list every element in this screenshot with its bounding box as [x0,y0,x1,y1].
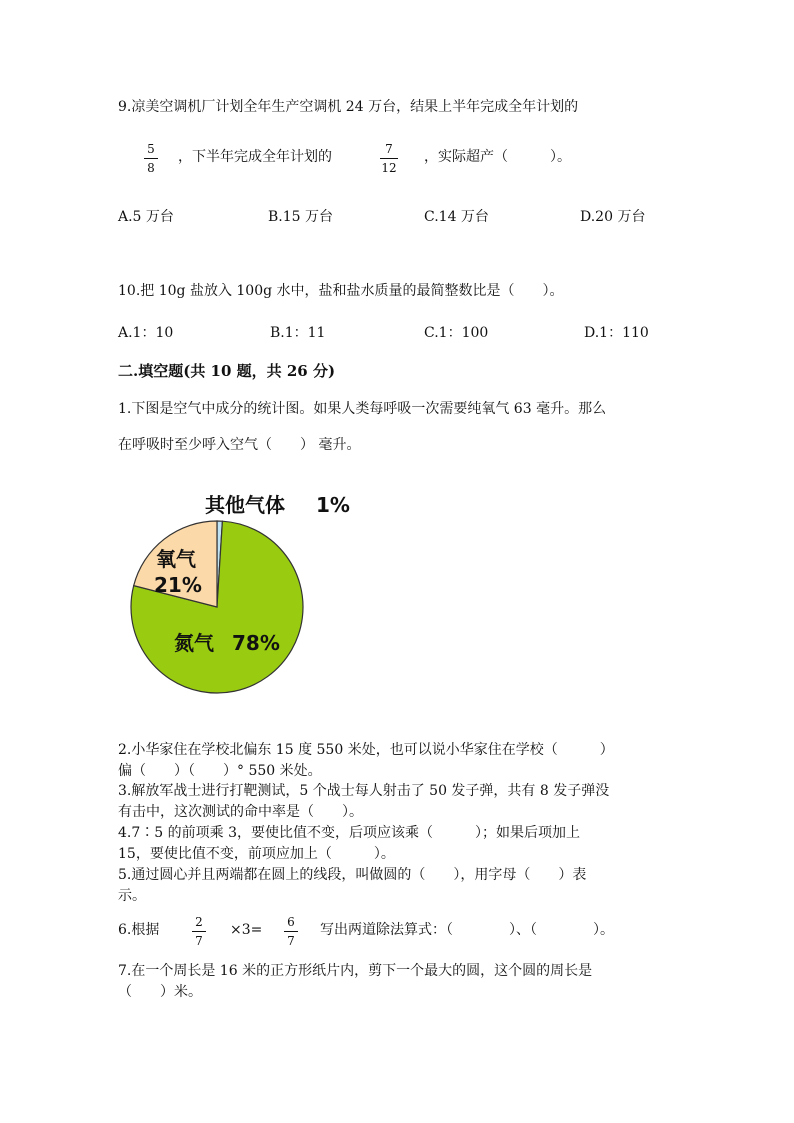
label-nitrogen: 氮气 [174,631,214,655]
label-other-gas: 其他气体 [205,493,285,517]
f5-stem-line1: 5.通过圆心并且两端都在圆上的线段，叫做圆的（ ），用字母（ ）表 [118,867,587,883]
f6-frac1-denominator: 7 [195,934,203,948]
f4-stem-line1: 4.7∶5 的前项乘 3，要使比值不变，后项应该乘（ ）；如果后项加上 [118,825,580,841]
f4-stem-line2: 15，要使比值不变，前项应加上（ ）。 [118,846,395,862]
f6-fraction-left [192,915,206,948]
q9-frac1-numerator: 5 [147,142,155,156]
q9-frac2-numerator: 7 [385,142,393,156]
fraction-bar [380,158,398,159]
f7-stem-line2: （ ）米。 [118,984,202,1000]
value-oxygen: 21% [154,573,202,597]
q9-fraction-first-half [144,142,158,175]
f1-stem-line2: 在呼吸时至少呼入空气（ ） 毫升。 [118,437,361,453]
f6-frac2-numerator: 6 [287,915,295,929]
f2-stem-line1: 2.小华家住在学校北偏东 15 度 550 米处，也可以说小华家住在学校（ ） [118,742,614,758]
value-other-gas: 1% [316,493,350,517]
q10-option-b[interactable]: B.1：11 [270,325,326,341]
f5-stem-line2: 示。 [118,888,146,904]
f7-stem-line1: 7.在一个周长是 16 米的正方形纸片内，剪下一个最大的圆，这个圆的周长是 [118,963,593,979]
label-oxygen: 氧气 [156,547,196,571]
q10-option-c[interactable]: C.1：100 [424,325,489,341]
q9-stem-end: ，实际超产（ ）。 [424,149,571,165]
f3-stem-line2: 有击中，这次测试的命中率是（ ）。 [118,804,363,820]
f6-frac1-numerator: 2 [195,915,203,929]
q9-option-a[interactable]: A.5 万台 [118,209,174,225]
f6-times: ×3= [230,922,263,938]
q9-fraction-second-half [380,142,398,175]
f6-prefix: 6.根据 [118,922,160,938]
q9-frac2-denominator: 12 [381,161,397,175]
f1-stem-line1: 1.下图是空气中成分的统计图。如果人类每呼吸一次需要纯氧气 63 毫升。那么 [118,401,607,417]
f6-frac2-denominator: 7 [287,934,295,948]
fraction-bar [284,931,298,932]
q9-option-d[interactable]: D.20 万台 [580,209,646,225]
q10-stem: 10.把 10g 盐放入 100g 水中，盐和盐水质量的最简整数比是（ ）。 [118,283,564,299]
q9-option-c[interactable]: C.14 万台 [424,209,489,225]
fraction-bar [144,158,158,159]
q9-stem-middle: ，下半年完成全年计划的 [178,149,332,165]
q10-option-d[interactable]: D.1：110 [584,325,649,341]
q9-stem-line1: 9.凉美空调机厂计划全年生产空调机 24 万台，结果上半年完成全年计划的 [118,99,579,115]
fraction-bar [192,931,206,932]
q10-option-a[interactable]: A.1：10 [118,325,174,341]
q9-option-b[interactable]: B.15 万台 [268,209,334,225]
q9-frac1-denominator: 8 [147,161,155,175]
f2-stem-line2: 偏（ ）（ ）° 550 米处。 [118,763,322,779]
f6-fraction-right [284,915,298,948]
f3-stem-line1: 3.解放军战士进行打靶测试，5 个战士每人射击了 50 发子弹，共有 8 发子弹没 [118,783,610,799]
value-nitrogen: 78% [232,631,280,655]
f6-suffix: 写出两道除法算式：（ ）、（ ）。 [320,922,614,938]
section-title-fill-in: 二.填空题(共 10 题，共 26 分) [118,362,336,380]
air-composition-pie-chart [120,485,380,705]
